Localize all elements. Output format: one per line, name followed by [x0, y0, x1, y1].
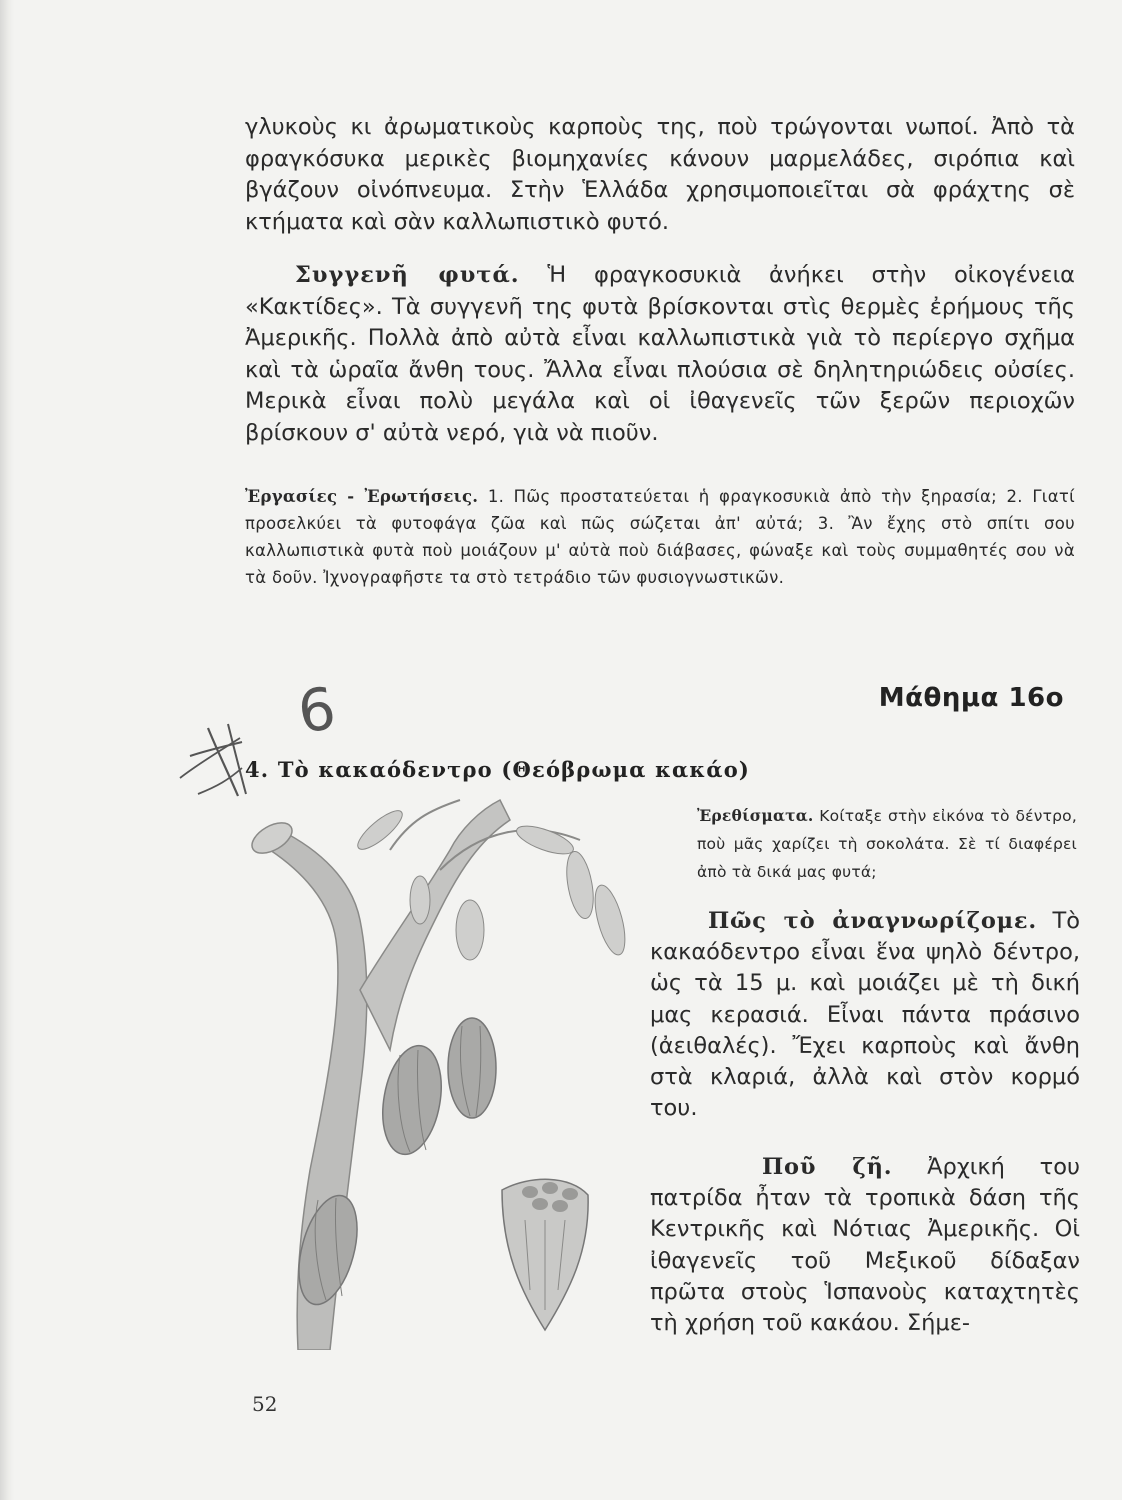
exercises-text: 1. Πῶς προστατεύεται ἡ φραγκοσυκιὰ ἀπὸ τὴν ξηρασία; 2. Γιατί προσελκύει τὰ φυτοφάγα ζῶα καὶ πῶς σώζεται ἀπ' αὐτά; 3. Ἂν ἔχης στὸ σπίτι σου καλλωπιστικὰ φυτὰ ποὺ μοιάζουν μ' αὐτὰ ποὺ διάβασες, φώναξε καὶ τοὺς συμμαθητές σου νὰ τὰ δοῦν. Ἰχνογραφῆστε τα στὸ τετράδιο τῶν φυσιογνωστικῶν.	[245, 487, 1075, 587]
exercises-heading: Ἐργασίες - Ἐρωτήσεις.	[245, 487, 479, 506]
stimuli-heading: Ἐρεθίσματα.	[697, 806, 814, 825]
paragraph-recognition	[650, 906, 1080, 1124]
handwritten-number: 6	[293, 673, 340, 747]
habitat-heading: Ποῦ ζῆ.	[762, 1154, 893, 1180]
habitat-text: Ἀρχική του πατρίδα ἦταν τὰ τροπικὰ δάση τῆς Κεντρικῆς καὶ Νότιας Ἀμερικῆς. Οἱ ἰθαγενεῖς τοῦ Μεξικοῦ δίδαξαν πρῶτα στοὺς Ἱσπανοὺς καταχτητὲς τὴ χρήση τοῦ κακάου. Σήμε-	[650, 1154, 1081, 1337]
recognition-text: Τὸ κακαόδεντρο εἶναι ἕνα ψηλὸ δέντρο, ὡς τὰ 15 μ. καὶ μοιάζει μὲ τὴ δική μας κερασιά. Εἶναι πάντα πράσινο (ἀειθαλές). Ἔχει καρποὺς καὶ ἄνθη στὰ κλαριά, ἀλλὰ καὶ στὸν κορμό του.	[650, 908, 1080, 1122]
page-edge	[0, 0, 14, 1500]
stimuli-block	[697, 802, 1077, 886]
recognition-heading: Πῶς τὸ ἀναγνωρίζομε.	[708, 908, 1038, 934]
page-number: 52	[252, 1392, 278, 1416]
lesson-title: Μάθημα 16ο	[878, 683, 1064, 713]
paragraph-habitat	[650, 1152, 1080, 1339]
exercises-block	[245, 483, 1075, 591]
stimuli-text: Κοίταξε στὴν εἰκόνα τὸ δέντρο, ποὺ μᾶς χαρίζει τὴ σοκολάτα. Σὲ τί διαφέρει ἀπὸ τὰ δικά μας φυτά;	[697, 807, 1077, 881]
paragraph-fruit-uses: γλυκοὺς κι ἀρωματικοὺς καρποὺς της, ποὺ τρώγονται νωποί. Ἀπὸ τὰ φραγκόσυκα μερικὲς βιομηχανίες κάνουν μαρμελάδες, σιρόπια καὶ βγάζουν οἰνόπνευμα. Στὴν Ἑλλάδα χρησιμοποιεῖται σὰ φράχτης σὲ κτήματα καὶ σὰν καλλωπιστικὸ φυτό.	[245, 114, 1075, 235]
cacao-tree-illustration	[240, 790, 640, 1350]
related-plants-text: Ἡ φραγκοσυκιὰ ἀνήκει στὴν οἰκογένεια «Κακτίδες». Τὰ συγγενῆ της φυτὰ βρίσκονται στὶς θερμὲς ἐρήμους τῆς Ἀμερικῆς. Πολλὰ ἀπὸ αὐτὰ εἶναι καλλωπιστικὰ γιὰ τὸ περίεργο σχῆμα καὶ τὰ ὡραῖα ἄνθη τους. Ἄλλα εἶναι πλούσια σὲ δηλητηριώδεις οὐσίες. Μερικὰ εἶναι πολὺ μεγάλα καὶ οἱ ἰθαγενεῖς τῶν ξερῶν περιοχῶν βρίσκουν σ' αὐτὰ νερό, γιὰ νὰ πιοῦν.	[245, 262, 1076, 446]
section-title: 4. Τὸ κακαόδεντρο (Θεόβρωμα κακάο)	[245, 757, 751, 782]
paragraph-related-plants	[245, 260, 1075, 449]
related-plants-heading: Συγγενῆ φυτά.	[295, 262, 520, 288]
